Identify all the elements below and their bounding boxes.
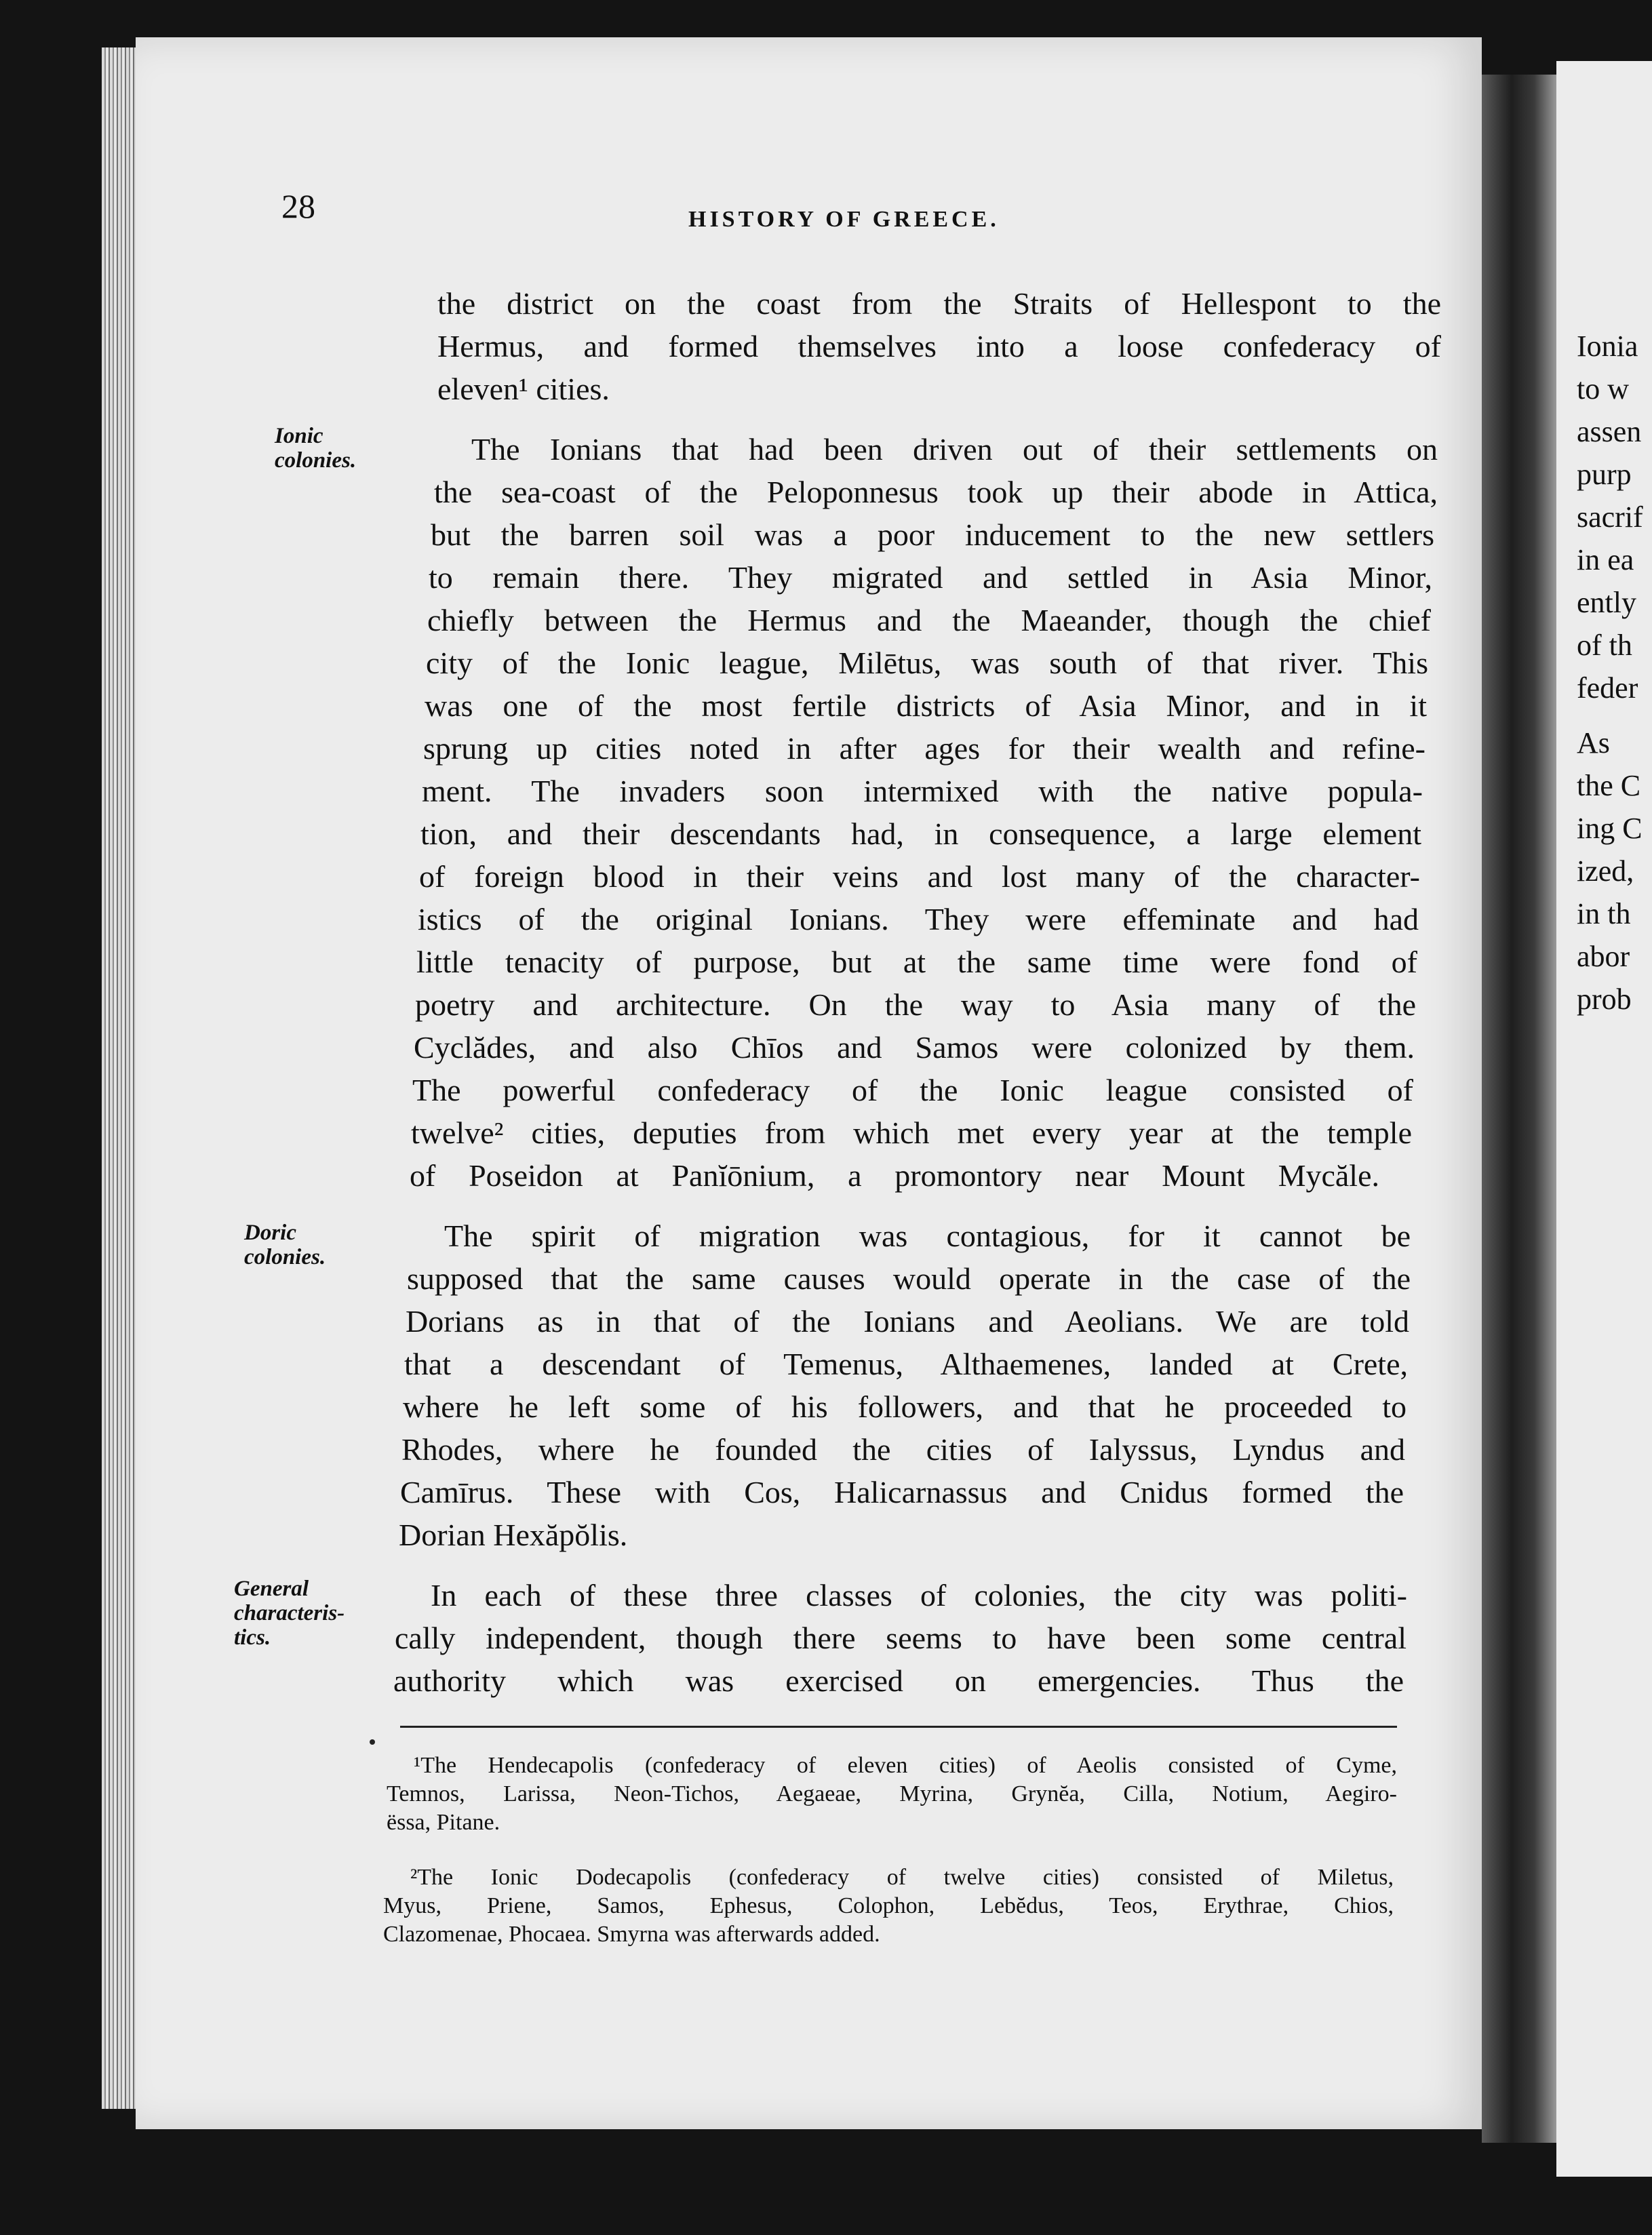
body-line: ment. The invaders soon intermixed with the native popula-: [422, 774, 1423, 808]
facing-page: [1556, 61, 1652, 2177]
facing-line: prob: [1577, 983, 1632, 1016]
body-line: where he left some of his followers, and that he proceeded to: [403, 1389, 1407, 1424]
footnote-line: Clazomenae, Phocaea. Smyrna was afterwards added.: [383, 1922, 880, 1947]
body-line: Hermus, and formed themselves into a loose confederacy of: [437, 329, 1441, 363]
footnote-line: ëssa, Pitane.: [387, 1810, 500, 1835]
body-line: Camīrus. These with Cos, Halicarnassus and Cnidus formed the: [400, 1475, 1404, 1509]
body-line: twelve² cities, deputies from which met every year at the temple: [411, 1115, 1412, 1150]
facing-line: the C: [1577, 769, 1641, 802]
footnote-line: ¹The Hendecapolis (confederacy of eleven cities) of Aeolis consisted of Cyme,: [414, 1753, 1397, 1778]
page-number: 28: [281, 187, 315, 225]
facing-line: As: [1577, 726, 1610, 759]
body-line: In each of these three classes of colonies, the city was politi-: [431, 1578, 1407, 1613]
side-note-line: Ionic: [275, 424, 323, 448]
body-line: tion, and their descendants had, in consequence, a large element: [420, 816, 1421, 851]
body-line: poetry and architecture. On the way to Asia many of the: [415, 987, 1416, 1022]
facing-line: abor: [1577, 940, 1630, 973]
print-speck: [370, 1739, 375, 1745]
footnote-line: ²The Ionic Dodecapolis (confederacy of twelve cities) consisted of Miletus,: [410, 1865, 1394, 1890]
side-note-line: colonies.: [244, 1245, 326, 1269]
body-line: the sea-coast of the Peloponnesus took up their abode in Attica,: [434, 475, 1438, 509]
footnote-line: Myus, Priene, Samos, Ephesus, Colophon, Lebĕdus, Teos, Erythrae, Chios,: [383, 1893, 1394, 1918]
body-line: Cyclădes, and also Chīos and Samos were colonized by them.: [414, 1030, 1415, 1065]
body-line: eleven¹ cities.: [437, 372, 610, 406]
body-line: The powerful confederacy of the Ionic league consisted of: [412, 1073, 1413, 1107]
footnote-line: Temnos, Larissa, Neon-Tichos, Aegaeae, Myrina, Grynĕa, Cilla, Notium, Aegiro-: [387, 1781, 1397, 1806]
facing-line: purp: [1577, 458, 1632, 491]
footnote-rule: [400, 1726, 1397, 1728]
running-head: HISTORY OF GREECE.: [688, 207, 1000, 232]
body-line: chiefly between the Hermus and the Maeander, though the chief: [427, 603, 1431, 637]
body-line: was one of the most fertile districts of Asia Minor, and in it: [425, 688, 1427, 723]
body-line: supposed that the same causes would operate in the case of the: [407, 1261, 1411, 1296]
body-line: Dorians as in that of the Ionians and Aeolians. We are told: [406, 1304, 1409, 1339]
body-line: of foreign blood in their veins and lost many of the character-: [419, 859, 1420, 894]
book-gutter: [1482, 75, 1556, 2143]
body-line: the district on the coast from the Straits of Hellespont to the: [437, 286, 1441, 321]
body-line: to remain there. They migrated and settled in Asia Minor,: [429, 560, 1432, 595]
body-line: that a descendant of Temenus, Althaemenes, landed at Crete,: [404, 1347, 1408, 1381]
facing-line: in ea: [1577, 543, 1634, 576]
side-note-doric-colonies: [244, 1221, 326, 1269]
side-note-line: General: [234, 1577, 309, 1601]
body-line: Rhodes, where he founded the cities of Ialyssus, Lyndus and: [401, 1432, 1405, 1467]
side-note-ionic-colonies: [275, 424, 356, 473]
facing-line: ently: [1577, 586, 1636, 619]
facing-line: ing C: [1577, 812, 1643, 845]
side-note-line: colonies.: [275, 448, 357, 473]
body-line: istics of the original Ionians. They were effeminate and had: [418, 902, 1419, 936]
body-line: The spirit of migration was contagious, for it cannot be: [444, 1219, 1411, 1253]
facing-line: ized,: [1577, 854, 1634, 888]
facing-line: Ionia: [1577, 330, 1638, 363]
side-note-line: tics.: [234, 1625, 271, 1650]
body-line: Dorian Hexăpŏlis.: [399, 1518, 628, 1552]
facing-line: to w: [1577, 372, 1629, 406]
body-line: sprung up cities noted in after ages for their wealth and refine-: [423, 731, 1425, 766]
body-line: The Ionians that had been driven out of their settlements on: [471, 432, 1438, 467]
facing-line: feder: [1577, 671, 1638, 705]
side-note-line: Doric: [244, 1221, 296, 1245]
facing-line: sacrif: [1577, 500, 1643, 534]
body-line: city of the Ionic league, Milētus, was south of that river. This: [426, 646, 1428, 680]
body-line: cally independent, though there seems to have been some central: [395, 1621, 1407, 1655]
side-note-line: characteris-: [234, 1601, 345, 1625]
facing-line: of th: [1577, 629, 1632, 662]
facing-line: assen: [1577, 415, 1642, 448]
body-line: authority which was exercised on emergencies. Thus the: [393, 1663, 1404, 1698]
body-line: but the barren soil was a poor inducement to the new settlers: [431, 517, 1434, 552]
body-line: of Poseidon at Panĭōnium, a promontory near Mount Mycăle.: [410, 1158, 1379, 1193]
side-note-general-characteristics: [234, 1577, 345, 1650]
facing-line: in th: [1577, 897, 1631, 930]
body-line: little tenacity of purpose, but at the same time were fond of: [416, 945, 1417, 979]
